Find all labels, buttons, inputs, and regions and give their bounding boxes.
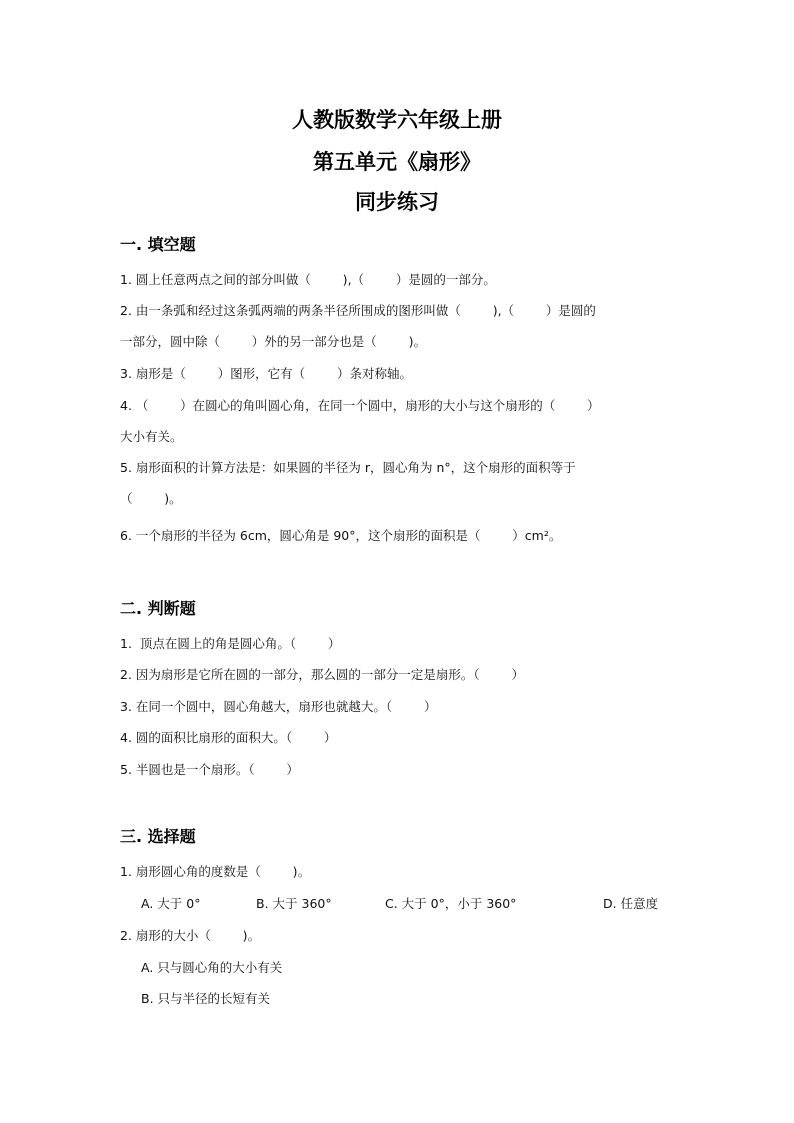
fill-blank-q5-line2: （ )。	[120, 491, 182, 506]
choice-q1-option-c: C. 大于 0°，小于 360°	[385, 896, 517, 911]
fill-blank-q3: 3. 扇形是（ ）图形，它有（ ）条对称轴。	[120, 366, 412, 381]
choice-q2-option-b: B. 只与半径的长短有关	[141, 991, 271, 1006]
fill-blank-q2-line1: 2. 由一条弧和经过这条弧两端的两条半径所围成的图形叫做（ ),（ ）是圆的	[120, 303, 596, 318]
unit-title: 第五单元《扇形》	[313, 149, 481, 174]
fill-blank-q2-line2: 一部分，圆中除（ ）外的另一部分也是（ )。	[120, 334, 426, 349]
fill-blank-q4-line2: 大小有关。	[120, 429, 183, 444]
section-heading-fill-blank: 一. 填空题	[120, 235, 196, 254]
choice-q1-option-b: B. 大于 360°	[256, 896, 332, 911]
true-false-q3: 3. 在同一个圆中，圆心角越大，扇形也就越大。（ ）	[120, 699, 437, 714]
choice-q1-option-d: D. 任意度	[603, 896, 659, 911]
choice-q2: 2. 扇形的大小（ )。	[120, 928, 261, 943]
section-heading-multiple-choice: 三. 选择题	[120, 827, 196, 846]
true-false-q5: 5. 半圆也是一个扇形。（ ）	[120, 762, 299, 777]
page-title: 人教版数学六年级上册	[292, 107, 502, 132]
choice-q1-option-a: A. 大于 0°	[141, 896, 201, 911]
true-false-q4: 4. 圆的面积比扇形的面积大。（ ）	[120, 730, 337, 745]
section-heading-true-false: 二. 判断题	[120, 599, 196, 618]
choice-q1: 1. 扇形圆心角的度数是（ )。	[120, 864, 311, 879]
fill-blank-q6: 6. 一个扇形的半径为 6cm，圆心角是 90°，这个扇形的面积是（ ）cm²。	[120, 528, 562, 543]
exercise-title: 同步练习	[355, 189, 439, 214]
fill-blank-q1: 1. 圆上任意两点之间的部分叫做（ ),（ ）是圆的一部分。	[120, 272, 496, 287]
true-false-q1: 1. 顶点在圆上的角是圆心角。（ ）	[120, 636, 341, 651]
fill-blank-q4-line1: 4. （ ）在圆心的角叫圆心角，在同一个圆中，扇形的大小与这个扇形的（ ）	[120, 398, 600, 413]
choice-q2-option-a: A. 只与圆心角的大小有关	[141, 960, 283, 975]
true-false-q2: 2. 因为扇形是它所在圆的一部分，那么圆的一部分一定是扇形。（ ）	[120, 667, 524, 682]
fill-blank-q5-line1: 5. 扇形面积的计算方法是：如果圆的半径为 r，圆心角为 n°，这个扇形的面积等于	[120, 460, 576, 475]
